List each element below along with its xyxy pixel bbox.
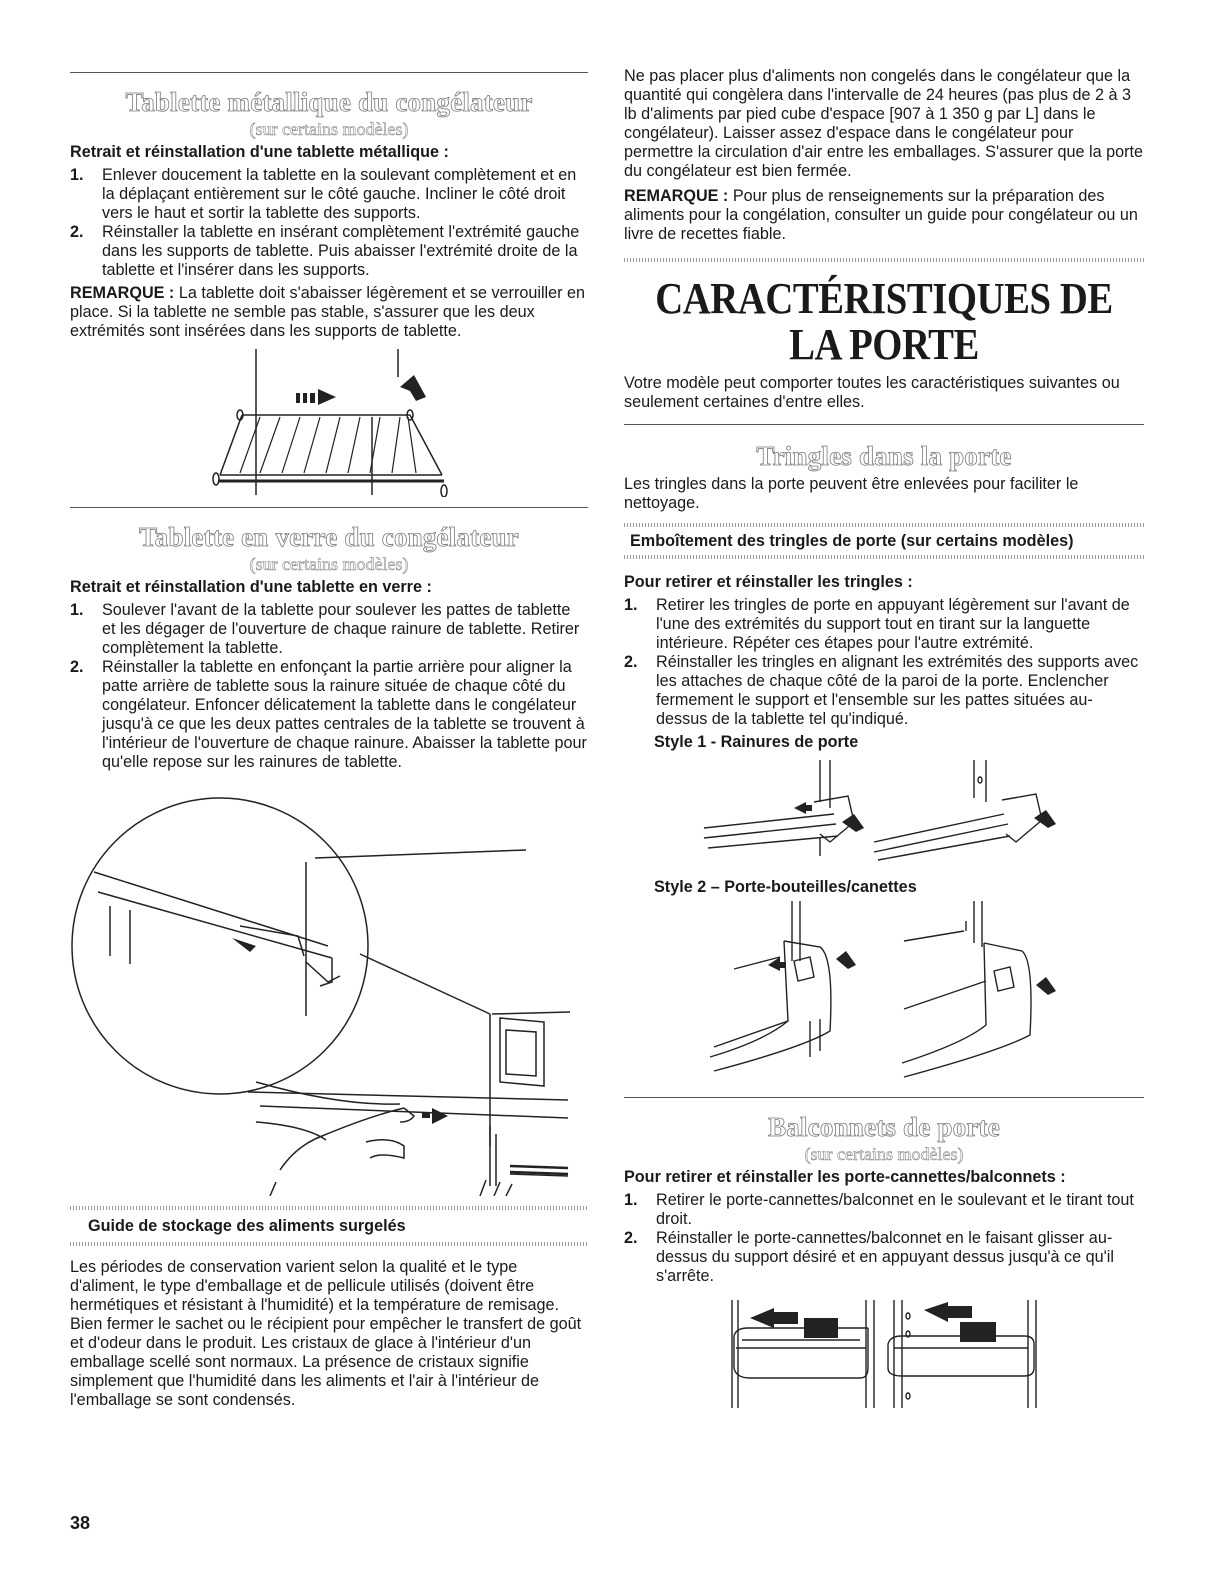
door-rails-title: Tringles dans la porte <box>756 441 1012 471</box>
metal-shelf-subtitle: (sur certains modèles) <box>249 119 409 139</box>
right-column <box>624 60 1144 1418</box>
list-item: 2. Réinstaller le porte-cannettes/balconnet en le faisant glisser au-dessus du support désiré et en appuyant dessus jusqu'à ce qu'il s'arrête. <box>624 1229 1114 1285</box>
style2-bins-illustration <box>624 901 1144 1081</box>
glass-shelf-subtitle: (sur certains modèles) <box>249 554 409 574</box>
hatch-rule <box>70 1206 588 1210</box>
door-rails-box-heading: Emboîtement des tringles de porte (sur certains modèles) <box>630 532 1074 550</box>
freezer-note: REMARQUE : Pour plus de renseignements sur la préparation des aliments pour la congélation, consulter un guide pour congélateur ou un livre de recettes fiable. <box>624 187 1138 243</box>
style1-rails-illustration <box>624 758 1144 868</box>
door-features-title-line1: CARACTÉRISTIQUES DE <box>655 274 1113 323</box>
list-item: 2. Réinstaller la tablette en insérant complètement l'extrémité gauche dans les supports de tablette. Puis abaisser l'extrémité droite de la tablette et l'insérer dans les supports. <box>70 223 580 279</box>
door-bins-title: Balconnets de porte <box>768 1112 1000 1142</box>
metal-shelf-illustration <box>70 347 588 497</box>
door-features-title <box>655 276 1113 368</box>
door-features-title-line2: LA PORTE <box>789 320 979 369</box>
door-bins-steps <box>624 1191 1144 1286</box>
hatch-rule <box>70 1242 588 1246</box>
door-rails-heading: Pour retirer et réinstaller les tringles : <box>624 573 913 591</box>
door-rails-steps <box>624 596 1144 729</box>
metal-shelf-title: Tablette métallique du congélateur <box>125 87 533 117</box>
list-item: 1. Retirer les tringles de porte en appuyant légèrement sur l'avant de l'une des extrémités du support tout en tirant sur la languette intérieure. Répéter ces étapes pour l'autre extrémité. <box>624 596 1130 652</box>
list-item: 2. Réinstaller la tablette en enfonçant la partie arrière pour aligner la patte arrière de tablette sous la rainure située de chaque côté du congélateur. Enfoncer délicatement la tablette dans le congélateur jusqu'à ce que les deux pattes centrales de la tablette se trouvent à l'intérieur de l'ouverture de chaque rainure. Abaisser la tablette pour qu'elle repose sur les rainures de tablette. <box>70 658 587 771</box>
hatch-rule <box>624 555 1144 559</box>
door-bins-heading: Pour retirer et réinstaller les porte-cannettes/balconnets : <box>624 1168 1066 1186</box>
section-divider <box>624 1097 1144 1098</box>
storage-guide-heading: Guide de stockage des aliments surgelés <box>88 1217 406 1235</box>
door-rails-text: Les tringles dans la porte peuvent être enlevées pour faciliter le nettoyage. <box>624 475 1079 512</box>
list-item: 1. Enlever doucement la tablette en la soulevant complètement et en la déplaçant entièrement sur le côté gauche. Incliner le côté droit vers le haut et sortir la tablette des supports. <box>70 166 577 222</box>
storage-guide-text: Les périodes de conservation varient selon la qualité et le type d'aliment, le type d'emballage et de pellicule utilisés (doivent être hermétiques et résistant à l'humidité) et la température de remisage. Bien fermer le sachet ou le récipient pour empêcher le transfert de goût et d'odeur dans le produit. Les cristaux de glace à l'intérieur d'un emballage scellé sont normaux. La présence de cristaux signifie simplement que l'humidité dans les aliments et l'air à l'intérieur de l'emballage se sont condensés. <box>70 1258 582 1409</box>
door-bins-illustration <box>624 1298 1144 1418</box>
glass-shelf-illustration <box>70 786 588 1196</box>
left-column <box>70 60 588 1410</box>
door-features-intro: Votre modèle peut comporter toutes les caractéristiques suivantes ou seulement certaines d'entre elles. <box>624 374 1120 411</box>
page-number: 38 <box>70 1513 91 1533</box>
metal-shelf-heading: Retrait et réinstallation d'une tablette métallique : <box>70 143 449 161</box>
list-item: 2. Réinstaller les tringles en alignant les extrémités des supports avec les attaches de chaque côté de la paroi de la porte. Enclencher fermement le support et l'ensemble sur les pattes situées au-dessus de la tablette tel qu'indiqué. <box>624 653 1139 728</box>
section-divider <box>624 424 1144 425</box>
glass-shelf-steps <box>70 601 588 772</box>
section-divider <box>70 507 588 508</box>
hatch-rule <box>624 258 1144 262</box>
hatch-rule <box>624 523 1144 527</box>
metal-shelf-note: REMARQUE : La tablette doit s'abaisser légèrement et se verrouiller en place. Si la tablette ne semble pas stable, s'assurer que les deux extrémités sont insérées dans les supports de tablette. <box>70 284 586 340</box>
freezer-intro-text: Ne pas placer plus d'aliments non congelés dans le congélateur que la quantité qui congèlera dans l'intervalle de 24 heures (pas plus de 2 à 3 lb d'aliments par pied cube d'espace [907 à 1 350 g par L] dans le congélateur). Laisser assez d'espace dans le congélateur pour permettre la circulation d'air entre les emballages. S'assurer que la porte du congélateur est bien fermée. <box>624 67 1144 180</box>
section-divider <box>70 72 588 73</box>
metal-shelf-steps <box>70 166 588 280</box>
glass-shelf-title: Tablette en verre du congélateur <box>139 522 519 552</box>
list-item: 1. Soulever l'avant de la tablette pour soulever les pattes de tablette et les dégager de l'ouverture de chaque rainure de tablette. Retirer complètement la tablette. <box>70 601 580 657</box>
door-bins-subtitle: (sur certains modèles) <box>804 1144 964 1164</box>
style2-caption: Style 2 – Porte-bouteilles/canettes <box>654 878 917 896</box>
list-item: 1. Retirer le porte-cannettes/balconnet en le soulevant et le tirant tout droit. <box>624 1191 1134 1228</box>
glass-shelf-heading: Retrait et réinstallation d'une tablette en verre : <box>70 578 432 596</box>
style1-caption: Style 1 - Rainures de porte <box>654 733 859 751</box>
